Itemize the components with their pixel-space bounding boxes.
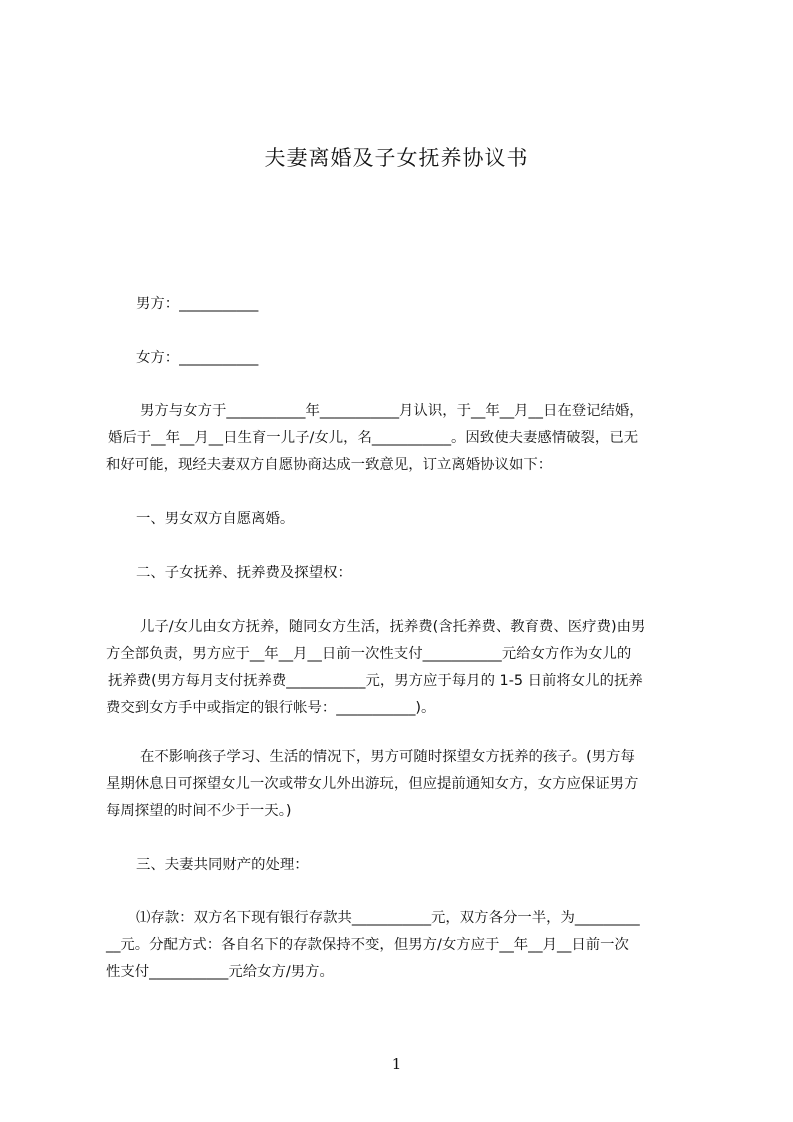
paragraph-line: 儿子/女儿由女方抚养，随同女方生活，抚养费(含托养费、教育费、医疗费)由男: [140, 619, 646, 635]
paragraph-line: 和好可能，现经夫妻双方自愿协商达成一致意见，订立离婚协议如下：: [106, 457, 553, 473]
paragraph-line: 男方与女方于___________年___________月认识，于__年__月__日在登记结婚，: [140, 403, 644, 419]
paragraph-line: 婚后于__年__月__日生育一儿子/女儿，名___________。因致使夫妻感情破裂，已无: [108, 430, 639, 446]
section-heading: 二、子女抚养、抚养费及探望权：: [136, 565, 352, 581]
paragraph-line: __元。分配方式：各自名下的存款保持不变，但男方/女方应于__年__月__日前一次: [106, 937, 629, 953]
paragraph-line: 性支付___________元给女方/男方。: [106, 964, 334, 980]
paragraph-line: 星期休息日可探望女儿一次或带女儿外出游玩，但应提前通知女方，女方应保证男方: [106, 776, 639, 792]
paragraph-line: 抚养费(男方每月支付抚养费___________元，男方应于每月的 1-5 日前将女儿的抚养: [108, 673, 643, 689]
section-heading: 三、夫妻共同财产的处理：: [136, 857, 309, 873]
male-party-line: 男方：___________: [136, 296, 259, 312]
paragraph-line: ⑴存款：双方名下现有银行存款共___________元，双方各分一半，为_________: [136, 910, 640, 926]
page-number: 1: [391, 1055, 402, 1073]
paragraph-line: 在不影响孩子学习、生活的情况下，男方可随时探望女方抚养的孩子。(男方每: [140, 749, 635, 765]
paragraph-line: 费交到女方手中或指定的银行帐号：___________)。: [106, 700, 436, 716]
paragraph-line: 方全部负责，男方应于__年__月__日前一次性支付___________元给女方作为女儿的: [106, 646, 632, 662]
paragraph-line: 每周探望的时间不少于一天。): [106, 803, 292, 819]
section-heading: 一、男女双方自愿离婚。: [136, 511, 295, 527]
female-party-line: 女方：___________: [136, 350, 259, 366]
document-title: 夫妻离婚及子女抚养协议书: [264, 146, 529, 170]
